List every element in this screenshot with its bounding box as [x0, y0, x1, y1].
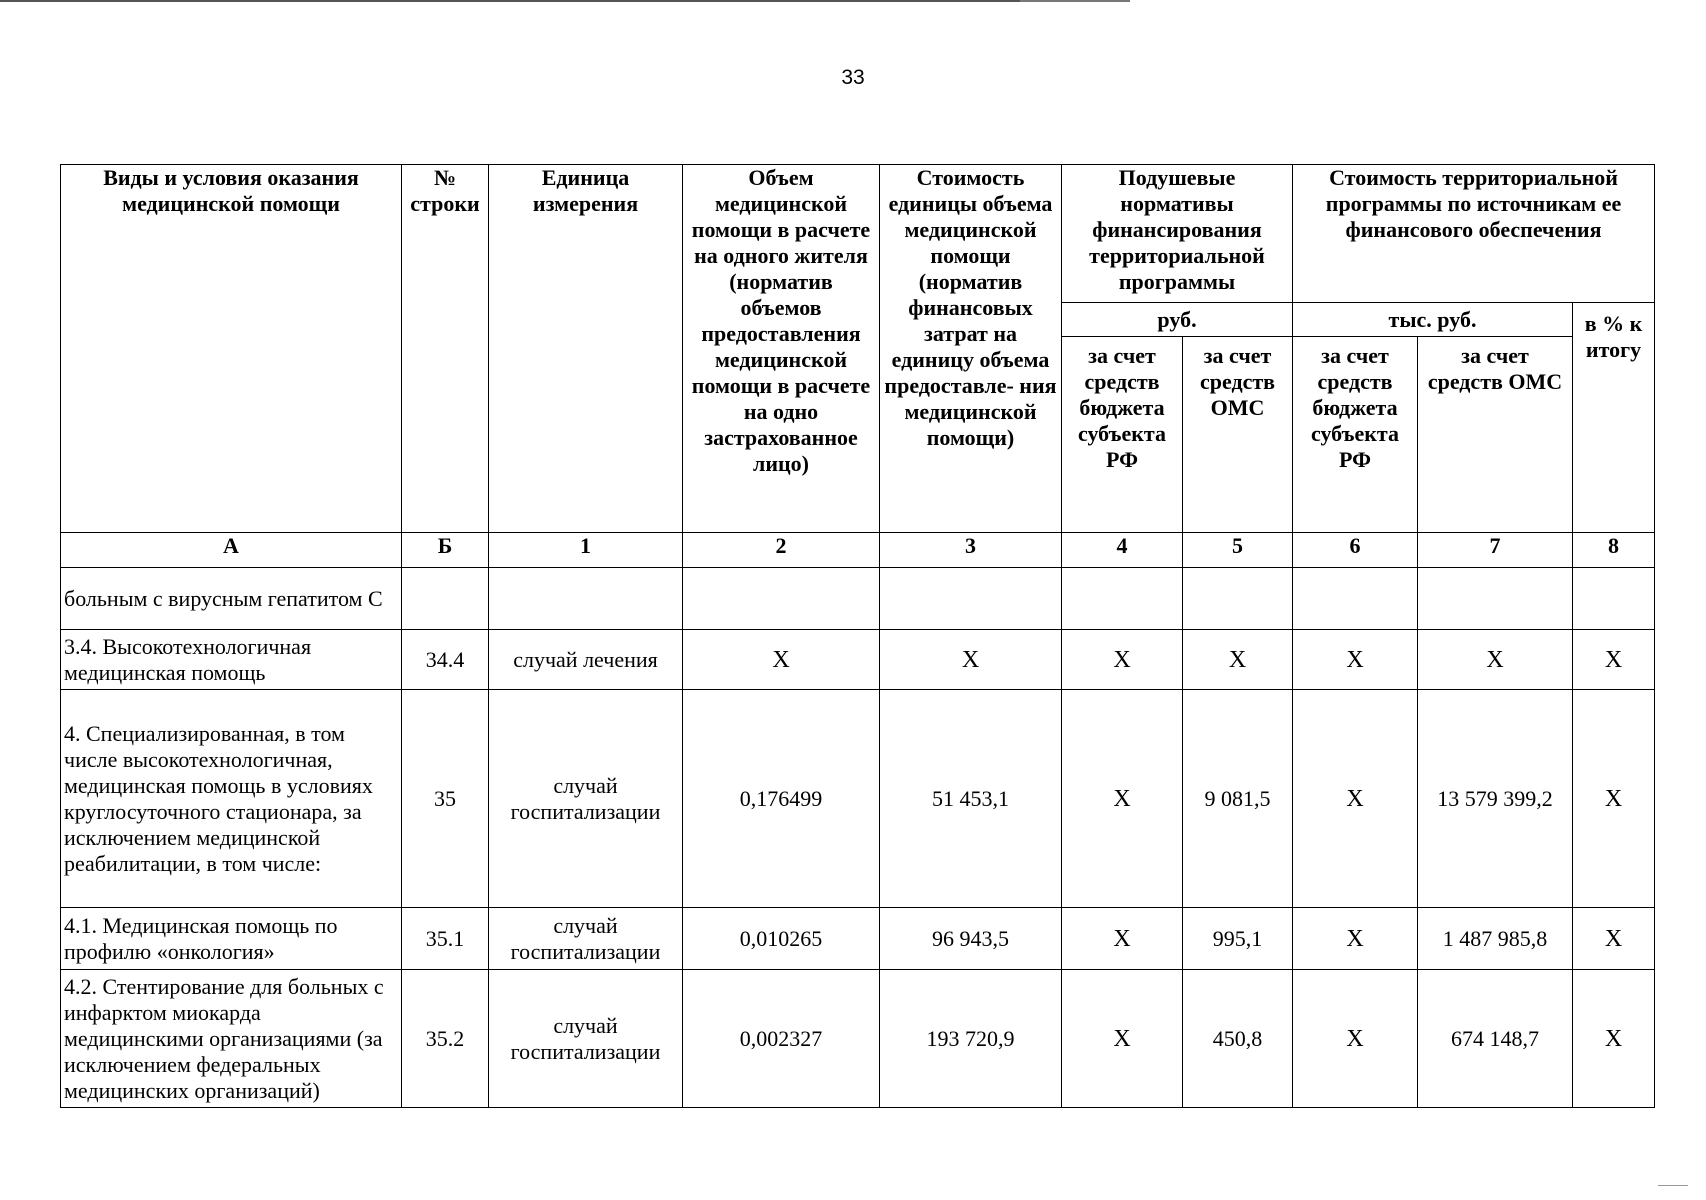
header-unit: Единица измерения [489, 165, 683, 533]
header-volume: Объем медицинской помощи в расчете на одного жителя (норматив объемов предоставления медицинской помощи в расчете на одно застрахованное лицо) [683, 165, 880, 533]
row-total-oms: Х [1418, 630, 1573, 690]
scan-edge-mark [1658, 1185, 1688, 1186]
row-cost: 51 453,1 [880, 690, 1062, 908]
header-thous-rub: тыс. руб. [1293, 303, 1573, 337]
row-volume: 0,176499 [683, 690, 880, 908]
row-percent: Х [1573, 630, 1655, 690]
header-per-capita-budget: за счет средств бюджета субъекта РФ [1062, 337, 1183, 533]
row-per-capita-oms: 9 081,5 [1183, 690, 1293, 908]
row-unit [489, 568, 683, 630]
header-rub: руб. [1062, 303, 1293, 337]
page-number: 33 [841, 66, 865, 89]
row-number [402, 568, 489, 630]
row-total-oms [1418, 568, 1573, 630]
row-cost: 96 943,5 [880, 908, 1062, 970]
row-per-capita-budget: Х [1062, 690, 1183, 908]
column-number: 6 [1293, 533, 1418, 568]
table-row [61, 970, 1655, 1108]
row-per-capita-budget: Х [1062, 908, 1183, 970]
table-row [61, 630, 1655, 690]
row-total-oms: 1 487 985,8 [1418, 908, 1573, 970]
header-unit-cost: Стоимость единицы объема медицинской помощи (норматив финансовых затрат на единицу объема предоставле- ния медицинской помощи) [880, 165, 1062, 533]
row-cost: Х [880, 630, 1062, 690]
column-number: 1 [489, 533, 683, 568]
row-per-capita-budget: Х [1062, 970, 1183, 1108]
row-volume [683, 568, 880, 630]
row-name: 4. Специализированная, в том числе высокотехнологичная, медицинская помощь в условиях круглосуточного стационара, за исключением медицинской реабилитации, в том числе: [61, 690, 402, 908]
column-number: 2 [683, 533, 880, 568]
table-row [61, 568, 1655, 630]
row-total-budget: Х [1293, 908, 1418, 970]
row-per-capita-budget: Х [1062, 630, 1183, 690]
column-number: 4 [1062, 533, 1183, 568]
column-number: 8 [1573, 533, 1655, 568]
row-name: больным с вирусным гепатитом С [61, 568, 402, 630]
row-percent: Х [1573, 908, 1655, 970]
header-types-of-care: Виды и условия оказания медицинской помощи [61, 165, 402, 533]
row-per-capita-oms [1183, 568, 1293, 630]
header-per-capita-group: Подушевые нормативы финансирования территориальной программы [1062, 165, 1293, 303]
row-total-budget [1293, 568, 1418, 630]
row-volume: Х [683, 630, 880, 690]
row-total-budget: Х [1293, 970, 1418, 1108]
row-percent: Х [1573, 970, 1655, 1108]
table-row [61, 690, 1655, 908]
row-number: 35.1 [402, 908, 489, 970]
financing-table [60, 164, 1655, 1108]
header-percent-total: в % к итогу [1573, 303, 1655, 533]
header-per-capita-oms: за счет средств ОМС [1183, 337, 1293, 533]
row-name: 3.4. Высокотехнологичная медицинская помощь [61, 630, 402, 690]
column-number: Б [402, 533, 489, 568]
top-scan-rule [0, 0, 1130, 2]
row-cost: 193 720,9 [880, 970, 1062, 1108]
row-per-capita-oms: Х [1183, 630, 1293, 690]
row-number: 35.2 [402, 970, 489, 1108]
row-percent: Х [1573, 690, 1655, 908]
header-program-cost-group: Стоимость территориальной программы по источникам ее финансового обеспечения [1293, 165, 1655, 303]
table-row [61, 908, 1655, 970]
row-name: 4.2. Стентирование для больных с инфарктом миокарда медицинскими организациями (за исключением федеральных медицинских организаций) [61, 970, 402, 1108]
row-per-capita-oms: 995,1 [1183, 908, 1293, 970]
row-name: 4.1. Медицинская помощь по профилю «онкология» [61, 908, 402, 970]
row-unit: случай госпитализации [489, 690, 683, 908]
header-total-oms: за счет средств ОМС [1418, 337, 1573, 533]
row-unit: случай госпитализации [489, 908, 683, 970]
top-scan-rule-secondary [1020, 0, 1130, 2]
header-total-budget: за счет средств бюджета субъекта РФ [1293, 337, 1418, 533]
row-percent [1573, 568, 1655, 630]
row-per-capita-oms: 450,8 [1183, 970, 1293, 1108]
column-number: 3 [880, 533, 1062, 568]
row-total-oms: 13 579 399,2 [1418, 690, 1573, 908]
row-per-capita-budget [1062, 568, 1183, 630]
row-total-budget: Х [1293, 630, 1418, 690]
row-total-oms: 674 148,7 [1418, 970, 1573, 1108]
row-unit: случай госпитализации [489, 970, 683, 1108]
header-row-number: № строки [402, 165, 489, 533]
row-cost [880, 568, 1062, 630]
row-unit: случай лечения [489, 630, 683, 690]
row-number: 34.4 [402, 630, 489, 690]
column-number: 7 [1418, 533, 1573, 568]
row-volume: 0,010265 [683, 908, 880, 970]
column-number: 5 [1183, 533, 1293, 568]
row-volume: 0,002327 [683, 970, 880, 1108]
row-number: 35 [402, 690, 489, 908]
row-total-budget: Х [1293, 690, 1418, 908]
column-number: А [61, 533, 402, 568]
